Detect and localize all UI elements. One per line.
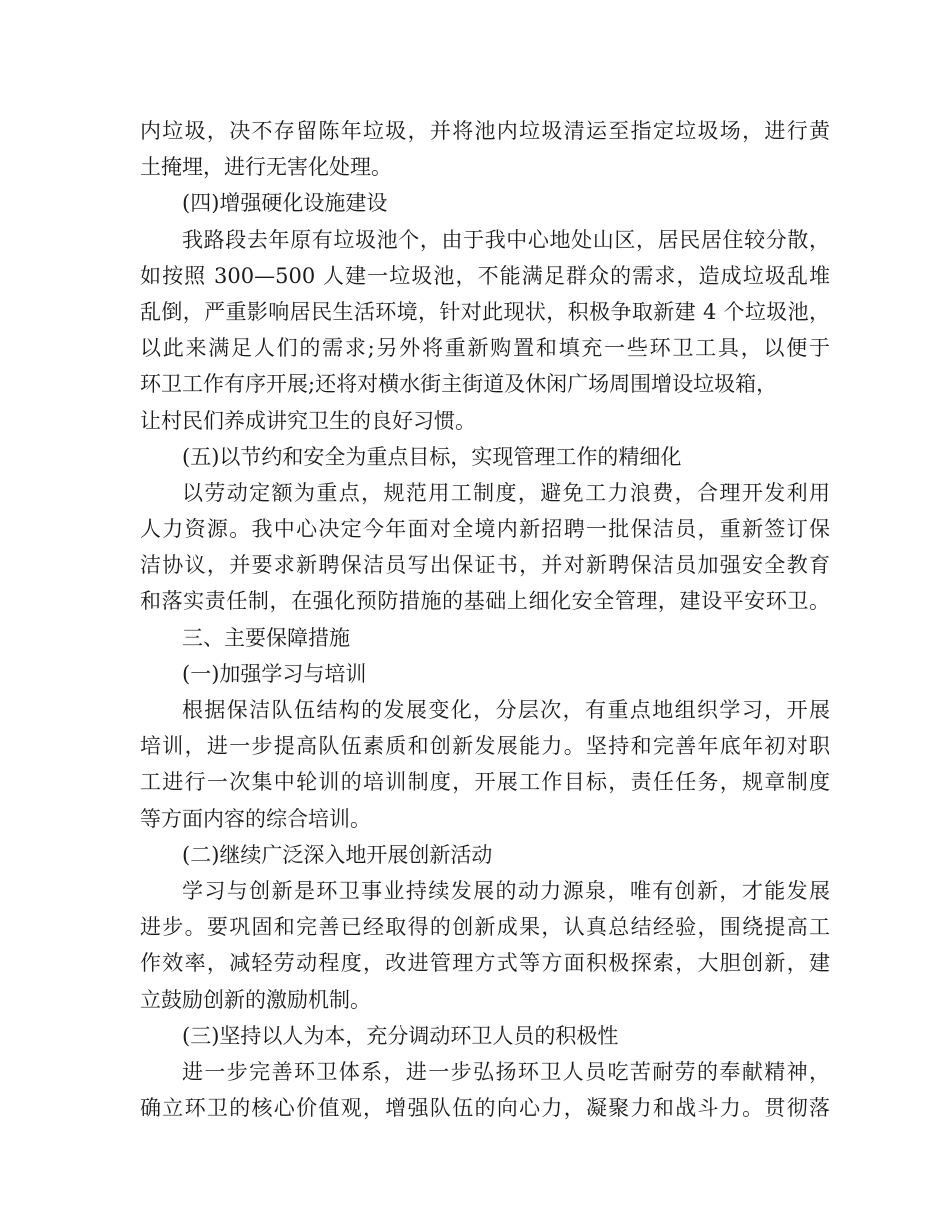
text-line: 培训，进一步提高队伍素质和创新发展能力。坚持和完善年底年初对职: [140, 734, 830, 759]
text-line: 进步。要巩固和完善已经取得的创新成果，认真总结经验，围绕提高工: [140, 915, 830, 940]
text-line: 内垃圾，决不存留陈年垃圾，并将池内垃圾清运至指定垃圾场，进行黄: [140, 119, 830, 143]
text-line: 三、主要保障措施: [182, 625, 350, 650]
text-line: 以此来满足人们的需求;另外将重新购置和填充一些环卫工具，以便于: [140, 336, 830, 361]
text-line: 土掩埋，进行无害化处理。: [140, 155, 392, 180]
text-line: (四)增强硬化设施建设: [182, 191, 388, 216]
text-line: (五)以节约和安全为重点目标，实现管理工作的精细化: [182, 444, 682, 469]
text-line: 我路段去年原有垃圾池个，由于我中心地处山区，居民居住较分散，: [182, 227, 830, 252]
text-line: 根据保洁队伍结构的发展变化，分层次，有重点地组织学习，开展: [182, 698, 830, 722]
text-line: 和落实责任制，在强化预防措施的基础上细化安全管理，建设平安环卫。: [140, 589, 830, 614]
text-line: 乱倒，严重影响居民生活环境，针对此现状，积极争取新建 4 个垃圾池，: [140, 299, 830, 324]
text-line: 确立环卫的核心价值观，增强队伍的向心力，凝聚力和战斗力。贯彻落: [140, 1096, 830, 1121]
text-line: 立鼓励创新的激励机制。: [140, 987, 371, 1012]
text-line: (一)加强学习与培训: [182, 661, 367, 686]
text-line: 学习与创新是环卫事业持续发展的动力源泉，唯有创新，才能发展: [182, 878, 830, 903]
text-line: 作效率，减轻劳动程度，改进管理方式等方面积极探索，大胆创新，建: [140, 951, 830, 976]
text-line: 洁协议，并要求新聘保洁员写出保证书，并对新聘保洁员加强安全教育: [140, 553, 830, 578]
text-line: (二)继续广泛深入地开展创新活动: [182, 842, 493, 867]
text-line: 人力资源。我中心决定今年面对全境内新招聘一批保洁员，重新签订保: [140, 517, 830, 542]
document-body: [140, 113, 830, 1126]
text-line: 以劳动定额为重点，规范用工制度，避免工力浪费，合理开发利用: [182, 480, 830, 505]
text-line: 进一步完善环卫体系，进一步弘扬环卫人员吃苦耐劳的奉献精神，: [182, 1059, 830, 1084]
text-line: 如按照 300—500 人建一垃圾池，不能满足群众的需求，造成垃圾乱堆: [140, 263, 830, 288]
text-line: 工进行一次集中轮训的培训制度，开展工作目标，责任任务，规章制度: [140, 770, 830, 795]
text-line: 等方面内容的综合培训。: [140, 806, 371, 831]
text-line: (三)坚持以人为本，充分调动环卫人员的积极性: [182, 1023, 619, 1048]
text-line: 让村民们养成讲究卫生的良好习惯。: [140, 408, 476, 433]
text-line: 环卫工作有序开展;还将对横水街主街道及休闲广场周围增设垃圾箱，: [140, 372, 778, 397]
